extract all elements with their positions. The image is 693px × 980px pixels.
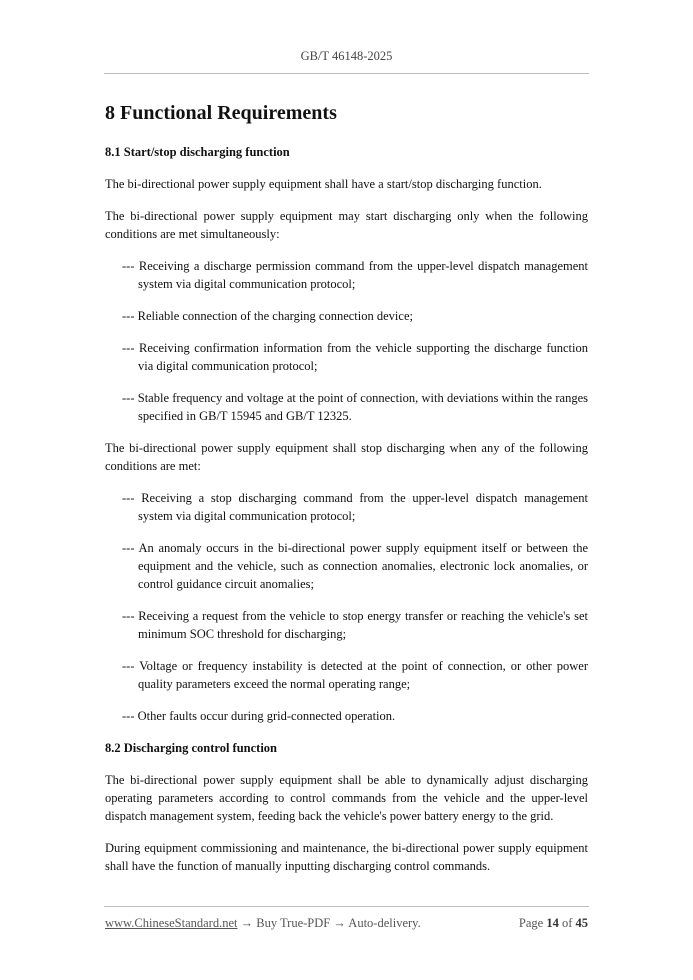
header-divider bbox=[104, 73, 589, 74]
list-item: --- Receiving a stop discharging command from the upper-level dispatch management system via digital communication protocol; bbox=[122, 491, 588, 523]
list-item: --- Receiving confirmation information from the vehicle supporting the discharge function via digital communication protocol; bbox=[122, 341, 588, 373]
paragraph: The bi-directional power supply equipment shall be able to dynamically adjust discharging operating parameters according to control commands from the vehicle and the upper-level dispatch management system, feeding back the vehicle's power battery energy to the grid. bbox=[105, 773, 588, 823]
subsection-title-8-1: 8.1 Start/stop discharging function bbox=[105, 145, 290, 159]
website-link[interactable]: www.ChineseStandard.net bbox=[105, 916, 238, 930]
list-item: --- Voltage or frequency instability is detected at the point of connection, or other power quality parameters exceed the normal operating range; bbox=[122, 659, 588, 691]
list-item: --- Receiving a discharge permission command from the upper-level dispatch management system via digital communication protocol; bbox=[122, 259, 588, 291]
list-item: --- Stable frequency and voltage at the point of connection, with deviations within the ranges specified in GB/T 15945 and GB/T 12325. bbox=[122, 391, 588, 423]
paragraph: The bi-directional power supply equipment shall stop discharging when any of the following conditions are met: bbox=[105, 441, 588, 473]
footer-promo bbox=[105, 916, 421, 931]
of-label: of bbox=[561, 916, 573, 930]
footer bbox=[105, 916, 588, 931]
current-page: 14 bbox=[546, 916, 559, 930]
subsection-title-8-2: 8.2 Discharging control function bbox=[105, 741, 277, 755]
page-number bbox=[519, 916, 588, 931]
list-item: --- Other faults occur during grid-connected operation. bbox=[122, 709, 396, 723]
page-content bbox=[105, 100, 588, 889]
footer-divider bbox=[104, 906, 589, 907]
section-title: 8 Functional Requirements bbox=[105, 102, 337, 124]
paragraph: The bi-directional power supply equipment may start discharging only when the following conditions are met simultaneously: bbox=[105, 209, 588, 241]
total-pages: 45 bbox=[575, 916, 588, 930]
paragraph: During equipment commissioning and maintenance, the bi-directional power supply equipment shall have the function of manually inputting discharging control commands. bbox=[105, 841, 588, 873]
footer-promo-text: → Buy True-PDF → Auto-delivery. bbox=[237, 916, 421, 930]
list-item: --- Reliable connection of the charging connection device; bbox=[122, 309, 413, 323]
list-item: --- Receiving a request from the vehicle to stop energy transfer or reaching the vehicle's set minimum SOC threshold for discharging; bbox=[122, 609, 588, 641]
list-item: --- An anomaly occurs in the bi-directional power supply equipment itself or between the equipment and the vehicle, such as connection anomalies, electronic lock anomalies, or control guidance circuit anomalies; bbox=[122, 541, 588, 591]
page-label: Page bbox=[518, 916, 544, 930]
document-id-header: GB/T 46148-2025 bbox=[300, 49, 393, 63]
paragraph: The bi-directional power supply equipment shall have a start/stop discharging function. bbox=[105, 177, 542, 191]
